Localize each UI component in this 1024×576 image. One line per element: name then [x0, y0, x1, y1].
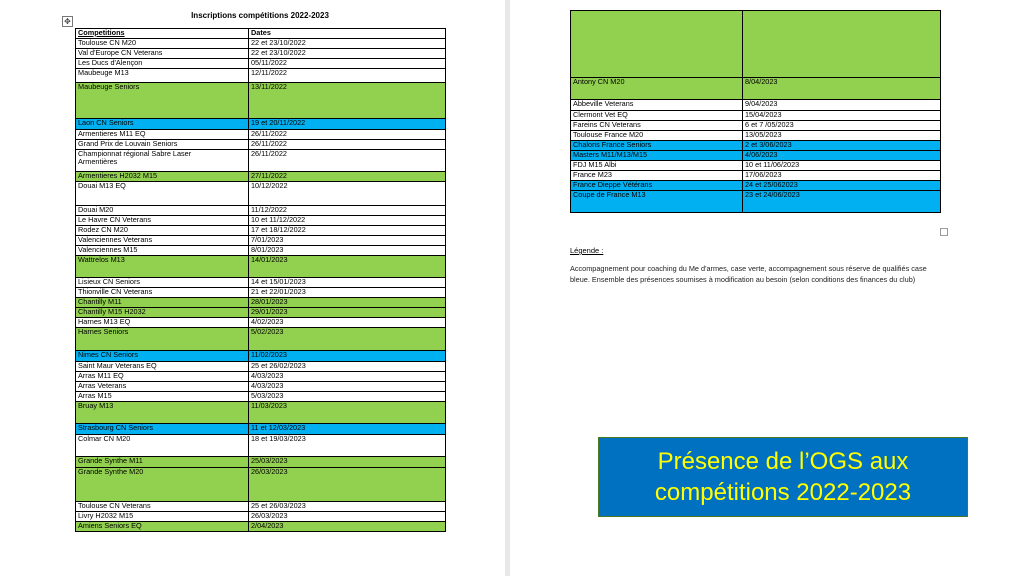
table-row — [571, 181, 941, 191]
competition-cell: Chantilly M11 — [76, 298, 249, 308]
date-cell: 7/01/2023 — [249, 236, 446, 246]
date-cell: 22 et 23/10/2022 — [249, 39, 446, 49]
competition-cell: Coupe de France M13 — [571, 191, 743, 213]
table-row — [76, 226, 446, 236]
date-cell: 17 et 18/12/2022 — [249, 226, 446, 236]
table-row — [76, 328, 446, 351]
competition-cell: Toulouse CN M20 — [76, 39, 249, 49]
competition-cell: Colmar CN M20 — [76, 435, 249, 457]
table-row — [571, 121, 941, 131]
competition-cell: Antony CN M20 — [571, 78, 743, 100]
table-row — [571, 11, 941, 78]
date-cell: 13/05/2023 — [743, 131, 941, 141]
table-row — [76, 522, 446, 532]
table-row — [76, 308, 446, 318]
competition-cell: Saint Maur Veterans EQ — [76, 362, 249, 372]
date-cell: 28/01/2023 — [249, 298, 446, 308]
competition-cell: Toulouse France M20 — [571, 131, 743, 141]
title-banner — [598, 437, 968, 517]
date-cell: 15/04/2023 — [743, 111, 941, 121]
competition-cell: Clermont Vet EQ — [571, 111, 743, 121]
date-cell: 12/11/2022 — [249, 69, 446, 83]
date-cell: 26/03/2023 — [249, 512, 446, 522]
table-row — [571, 100, 941, 111]
date-cell: 4/02/2023 — [249, 318, 446, 328]
table-row — [76, 468, 446, 502]
date-cell: 8/04/2023 — [743, 78, 941, 100]
date-cell: 17/06/2023 — [743, 171, 941, 181]
competition-cell: Valenciennes M15 — [76, 246, 249, 256]
date-cell: 2/04/2023 — [249, 522, 446, 532]
table-row — [76, 351, 446, 362]
table-row — [76, 150, 446, 172]
competition-cell: Arras Veterans — [76, 382, 249, 392]
date-cell: 22 et 23/10/2022 — [249, 49, 446, 59]
table-row — [571, 191, 941, 213]
competitions-table-left — [75, 28, 446, 532]
table-row — [76, 512, 446, 522]
competition-cell: France Dieppe Vétérans — [571, 181, 743, 191]
competition-cell: Rodez CN M20 — [76, 226, 249, 236]
table-row — [571, 141, 941, 151]
competition-cell: Arras M15 — [76, 392, 249, 402]
date-cell: 25 et 26/02/2023 — [249, 362, 446, 372]
table-row — [571, 78, 941, 100]
date-cell: 14 et 15/01/2023 — [249, 278, 446, 288]
table-row — [76, 39, 446, 49]
date-cell: 10 et 11/06/2023 — [743, 161, 941, 171]
date-cell: 27/11/2022 — [249, 172, 446, 182]
date-cell: 18 et 19/03/2023 — [249, 435, 446, 457]
table-row — [76, 140, 446, 150]
competition-cell: France M23 — [571, 171, 743, 181]
competition-cell: Lisieux CN Seniors — [76, 278, 249, 288]
date-cell: 10/12/2022 — [249, 182, 446, 206]
competition-cell: Chalons France Seniors — [571, 141, 743, 151]
date-cell: 26/11/2022 — [249, 140, 446, 150]
date-cell: 26/11/2022 — [249, 150, 446, 172]
competition-cell: Masters M11/M13/M15 — [571, 151, 743, 161]
table-row — [76, 372, 446, 382]
competition-cell: Championnat régional Sabre Laser Armentières — [76, 150, 249, 172]
table-header-row — [76, 29, 446, 39]
date-cell: 5/03/2023 — [249, 392, 446, 402]
date-cell: 5/02/2023 — [249, 328, 446, 351]
date-cell — [743, 11, 941, 78]
table-row — [76, 172, 446, 182]
date-cell: 23 et 24/06/2023 — [743, 191, 941, 213]
date-cell: 6 et 7 /05/2023 — [743, 121, 941, 131]
competition-cell: Fareins CN Veterans — [571, 121, 743, 131]
competition-cell: Amiens Seniors EQ — [76, 522, 249, 532]
competition-cell: Arras M11 EQ — [76, 372, 249, 382]
table-row — [76, 246, 446, 256]
competition-cell: Harnes M13 EQ — [76, 318, 249, 328]
date-cell: 13/11/2022 — [249, 83, 446, 119]
date-cell: 26/03/2023 — [249, 468, 446, 502]
competition-cell: Wattrelos M13 — [76, 256, 249, 278]
competition-cell: Val d'Europe CN Veterans — [76, 49, 249, 59]
date-cell: 29/01/2023 — [249, 308, 446, 318]
table-row — [76, 424, 446, 435]
date-cell: 25/03/2023 — [249, 457, 446, 468]
table-row — [76, 278, 446, 288]
table-row — [76, 457, 446, 468]
table-move-handle-icon[interactable]: ✥ — [62, 16, 73, 27]
table-row — [76, 392, 446, 402]
competition-cell: Strasbourg CN Seniors — [76, 424, 249, 435]
table-row — [76, 318, 446, 328]
table-resize-handle[interactable] — [940, 228, 948, 236]
competition-cell: Grande Synthe M11 — [76, 457, 249, 468]
competition-cell: Armentieres M11 EQ — [76, 130, 249, 140]
table-row — [571, 131, 941, 141]
date-cell: 21 et 22/01/2023 — [249, 288, 446, 298]
table-row — [76, 59, 446, 69]
competition-cell: Grande Synthe M20 — [76, 468, 249, 502]
table-row — [76, 362, 446, 372]
date-cell: 8/01/2023 — [249, 246, 446, 256]
competitions-table-right — [570, 10, 941, 213]
table-row — [76, 83, 446, 119]
table-row — [76, 69, 446, 83]
table-row — [571, 161, 941, 171]
legend-text: Accompagnement pour coaching du Me d'armes, case verte, accompagnement sous réserve de qualifiés case bleue. Ensemble des présences soumises à modification au besoin (selon conditions des finances du club) — [570, 264, 927, 284]
date-cell: 25 et 26/03/2023 — [249, 502, 446, 512]
competition-cell: Douai M20 — [76, 206, 249, 216]
header-dates: Dates — [249, 29, 446, 39]
competition-cell: Armentieres H2032 M15 — [76, 172, 249, 182]
date-cell: 4/06/2023 — [743, 151, 941, 161]
table-row — [76, 216, 446, 226]
competition-cell: Abbeville Veterans — [571, 100, 743, 111]
table-row — [76, 130, 446, 140]
date-cell: 11/12/2022 — [249, 206, 446, 216]
competition-cell: Livry H2032 M15 — [76, 512, 249, 522]
competition-cell: Maubeuge Seniors — [76, 83, 249, 119]
date-cell: 05/11/2022 — [249, 59, 446, 69]
competition-cell: Laon CN Seniors — [76, 119, 249, 130]
date-cell: 11 et 12/03/2023 — [249, 424, 446, 435]
competition-cell: Valenciennes Veterans — [76, 236, 249, 246]
date-cell: 9/04/2023 — [743, 100, 941, 111]
banner-text: Présence de l’OGS aux compétitions 2022-2023 — [654, 448, 912, 506]
date-cell: 26/11/2022 — [249, 130, 446, 140]
table-row — [571, 111, 941, 121]
table-row — [76, 119, 446, 130]
competition-cell: Bruay M13 — [76, 402, 249, 424]
competition-cell: Nimes CN Seniors — [76, 351, 249, 362]
table-row — [571, 151, 941, 161]
table-row — [76, 298, 446, 308]
date-cell: 14/01/2023 — [249, 256, 446, 278]
competition-cell — [571, 11, 743, 78]
competition-cell: Thionville CN Veterans — [76, 288, 249, 298]
competition-cell: Harnes Seniors — [76, 328, 249, 351]
table-row — [76, 236, 446, 246]
date-cell: 4/03/2023 — [249, 372, 446, 382]
table-row — [571, 171, 941, 181]
table-row — [76, 502, 446, 512]
table-row — [76, 435, 446, 457]
table-row — [76, 256, 446, 278]
table-row — [76, 382, 446, 392]
date-cell: 4/03/2023 — [249, 382, 446, 392]
competition-cell: Grand Prix de Louvain Seniors — [76, 140, 249, 150]
table-row — [76, 49, 446, 59]
date-cell: 19 et 20/11/2022 — [249, 119, 446, 130]
table-row — [76, 182, 446, 206]
competition-cell: Chantilly M15 H2032 — [76, 308, 249, 318]
competition-cell: Les Ducs d'Alençon — [76, 59, 249, 69]
document-title: Inscriptions compétitions 2022-2023 — [191, 11, 329, 20]
date-cell: 2 et 3/06/2023 — [743, 141, 941, 151]
table-row — [76, 288, 446, 298]
date-cell: 11/03/2023 — [249, 402, 446, 424]
legend-title: Légende : — [570, 246, 604, 255]
competition-cell: Le Havre CN Veterans — [76, 216, 249, 226]
date-cell: 10 et 11/12/2022 — [249, 216, 446, 226]
competition-cell: Douai M13 EQ — [76, 182, 249, 206]
header-competitions: Competitions — [76, 29, 249, 39]
competition-cell: Toulouse CN Veterans — [76, 502, 249, 512]
competition-cell: Maubeuge M13 — [76, 69, 249, 83]
competition-cell: FDJ M15 Albi — [571, 161, 743, 171]
date-cell: 11/02/2023 — [249, 351, 446, 362]
table-row — [76, 206, 446, 216]
date-cell: 24 et 25/062023 — [743, 181, 941, 191]
table-row — [76, 402, 446, 424]
